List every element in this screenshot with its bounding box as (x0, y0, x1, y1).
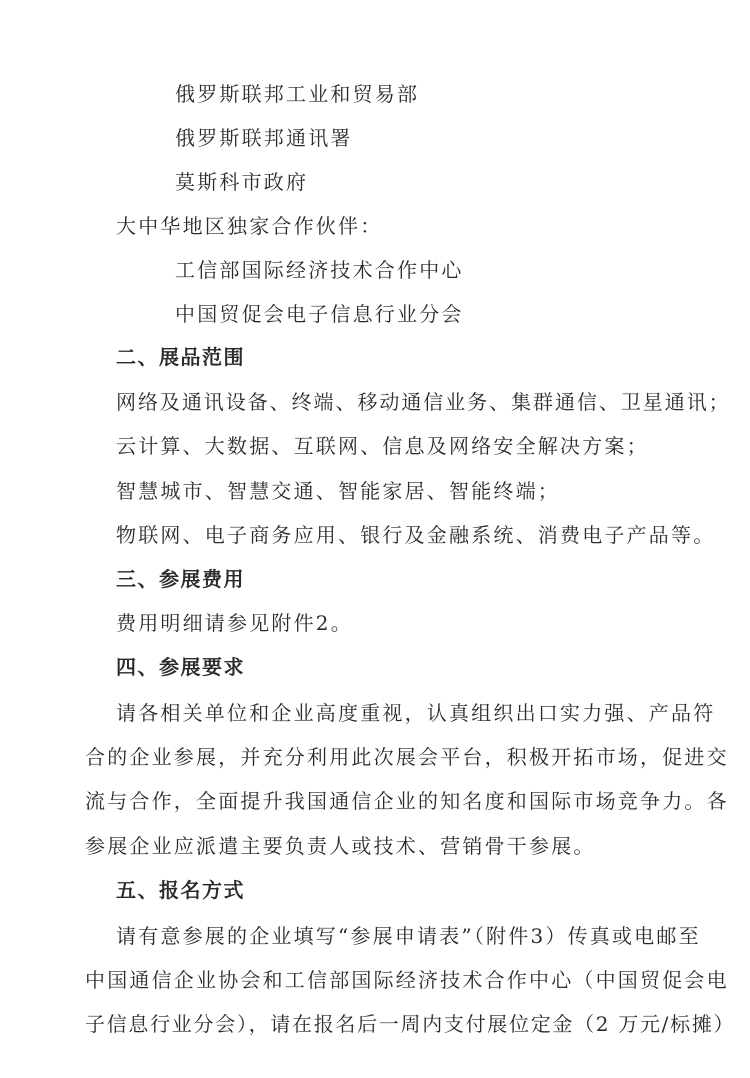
paragraph-line: 物联网、电子商务应用、银行及金融系统、消费电子产品等。 (116, 523, 716, 547)
paragraph-line: 费用明细请参见附件2。 (116, 611, 353, 635)
section-heading: 五、报名方式 (116, 878, 245, 902)
organizer-line: 莫斯科市政府 (175, 170, 309, 194)
paragraph-line: 合的企业参展，并充分利用此次展会平台，积极开拓市场，促进交 (85, 745, 729, 769)
partner-line: 工信部国际经济技术合作中心 (175, 258, 464, 282)
paragraph-line: 智慧城市、智慧交通、智能家居、智能终端； (116, 479, 560, 503)
paragraph-line: 中国通信企业协会和工信部国际经济技术合作中心（中国贸促会电 (85, 968, 729, 992)
paragraph-line: 参展企业应派遣主要负责人或技术、营销骨干参展。 (85, 834, 596, 858)
paragraph-line: 网络及通讯设备、终端、移动通信业务、集群通信、卫星通讯； (116, 390, 731, 414)
section-heading: 三、参展费用 (116, 567, 245, 591)
section-heading: 二、展品范围 (116, 345, 245, 369)
organizer-line: 俄罗斯联邦工业和贸易部 (175, 82, 420, 106)
organizer-line: 俄罗斯联邦通讯署 (175, 126, 353, 150)
paragraph-line: 请各相关单位和企业高度重视，认真组织出口实力强、产品符 (116, 701, 716, 725)
paragraph-line: 子信息行业分会），请在报名后一周内支付展位定金（2 万元/标摊） (85, 1012, 736, 1036)
partner-title: 大中华地区独家合作伙伴： (116, 214, 383, 238)
partner-line: 中国贸促会电子信息行业分会 (175, 302, 464, 326)
paragraph-line: 流与合作，全面提升我国通信企业的知名度和国际市场竞争力。各 (85, 789, 729, 813)
paragraph-line: 请有意参展的企业填写“参展申请表”（附件3）传真或电邮至 (116, 924, 701, 948)
section-heading: 四、参展要求 (116, 655, 245, 679)
paragraph-line: 云计算、大数据、互联网、信息及网络安全解决方案； (116, 434, 649, 458)
